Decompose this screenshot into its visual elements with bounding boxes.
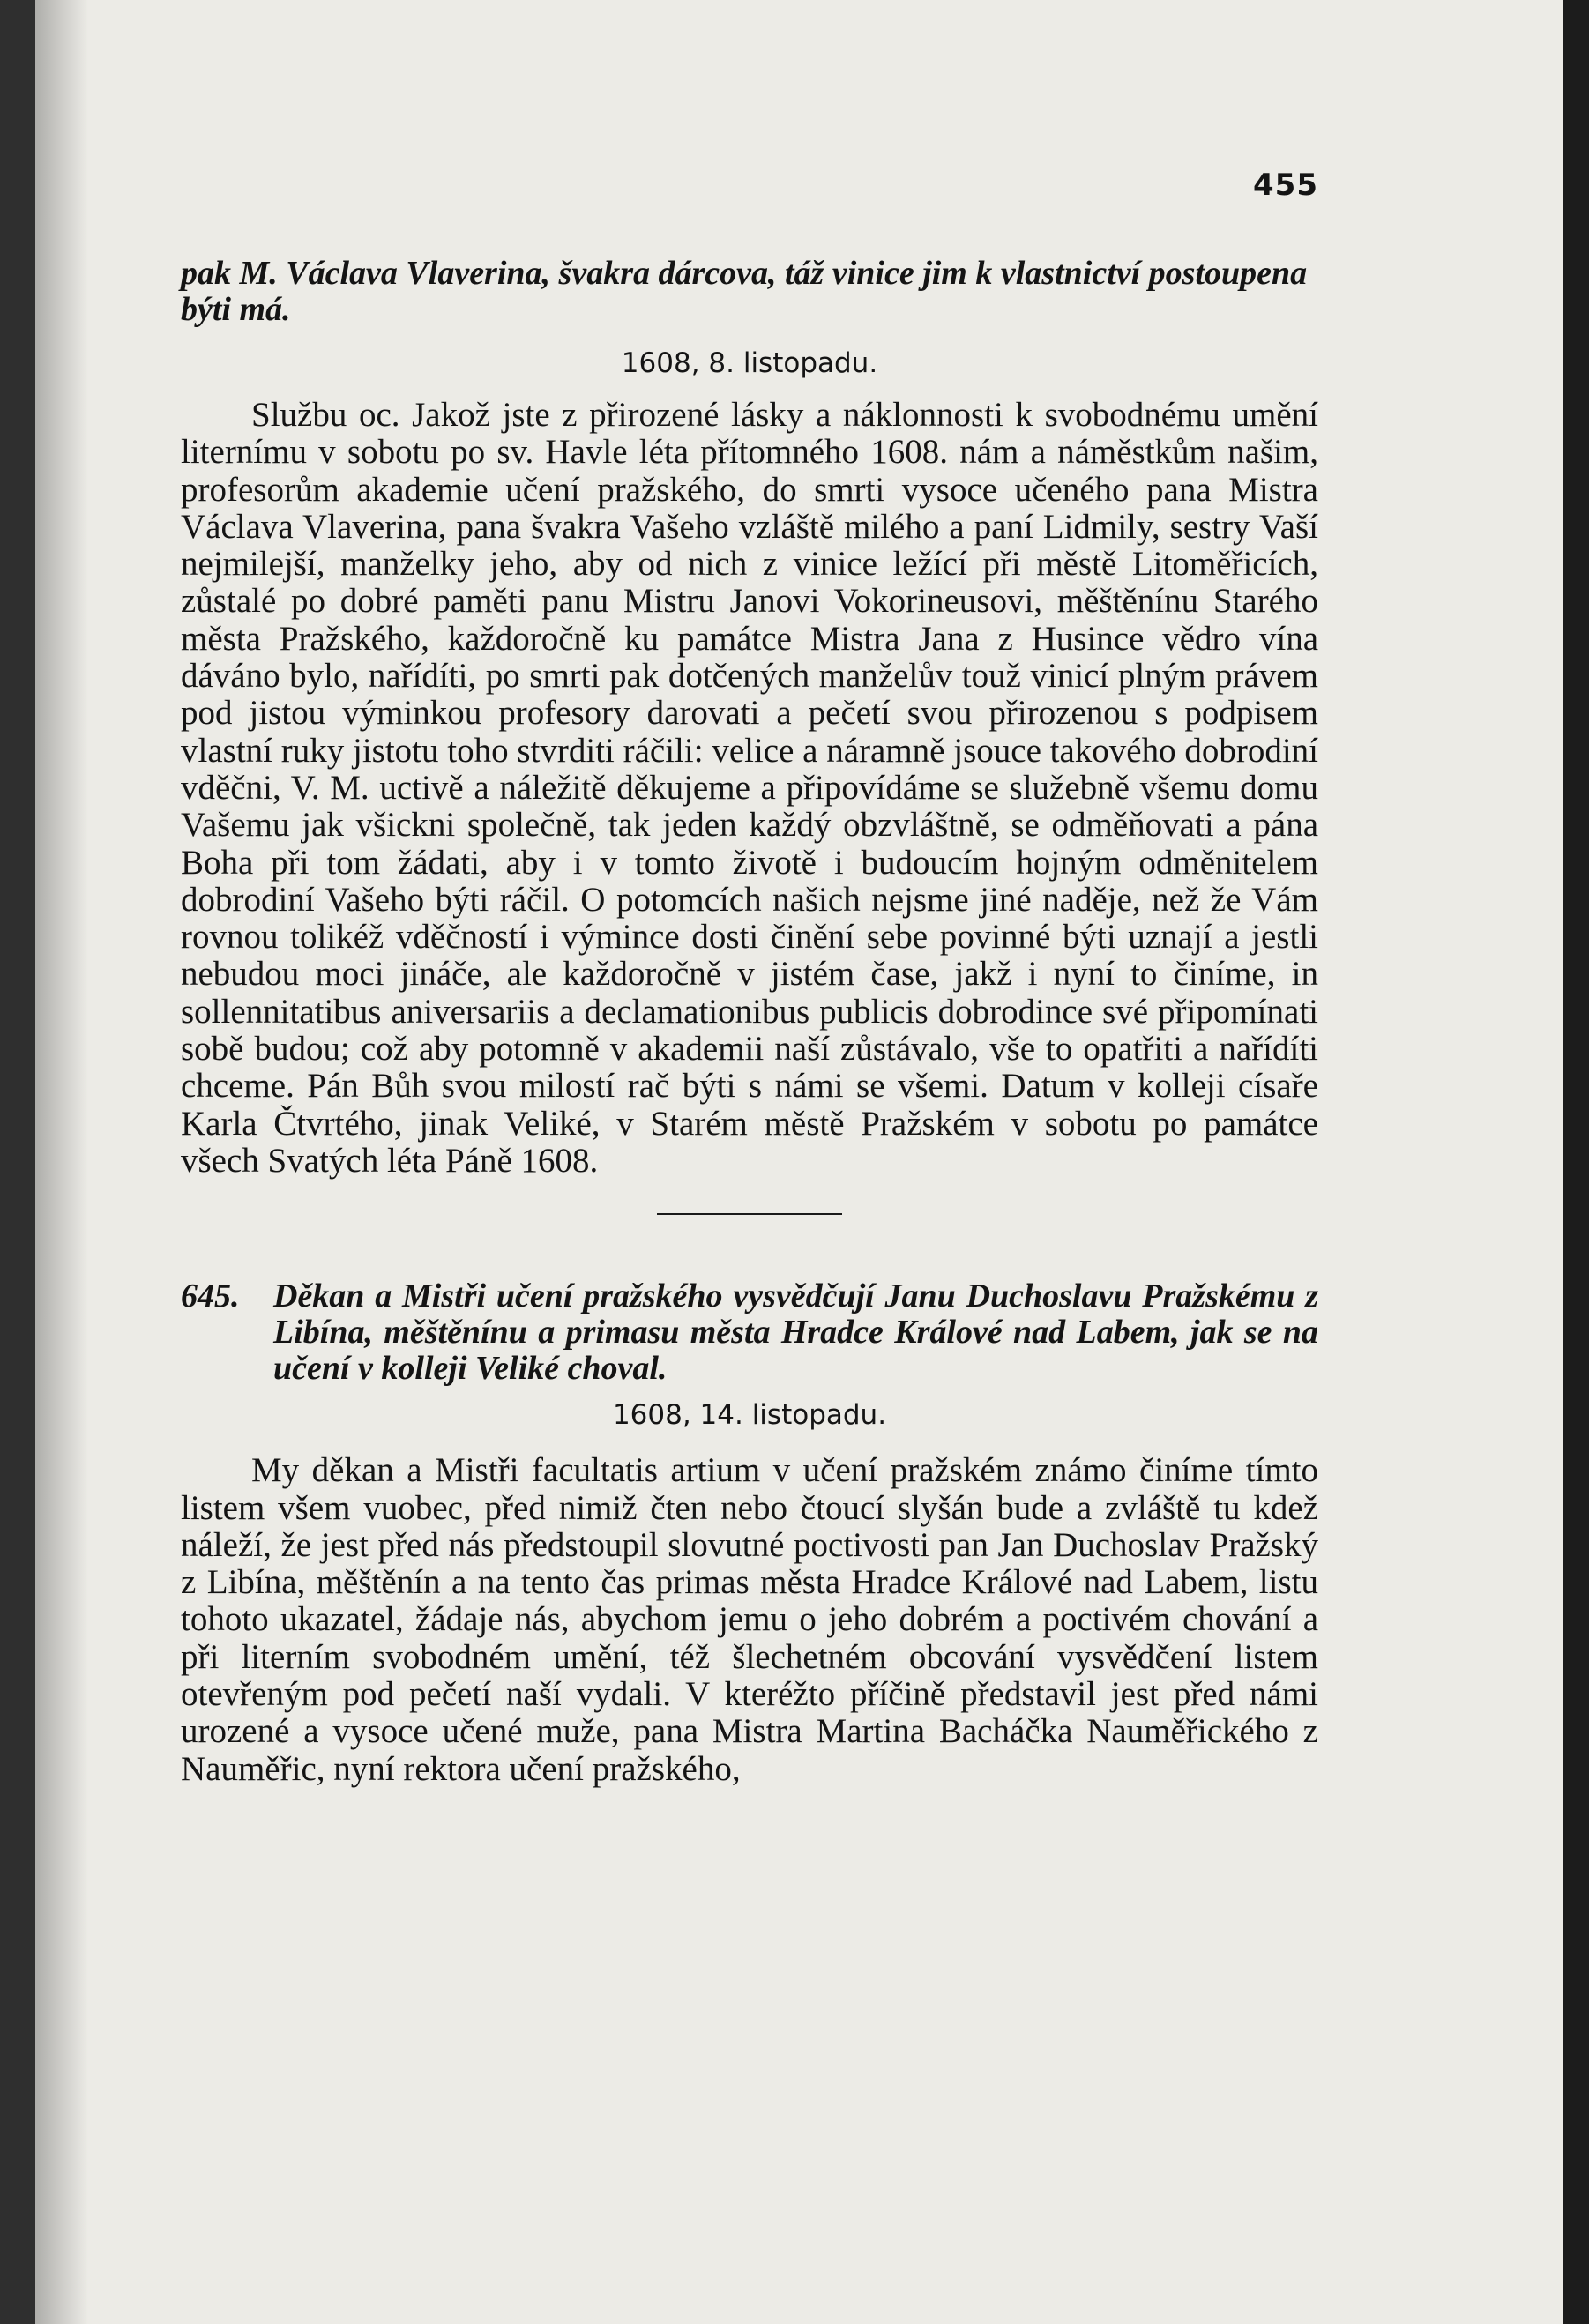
section-divider xyxy=(657,1213,842,1215)
text-column xyxy=(181,256,1318,1788)
document-645-title xyxy=(181,1278,1318,1387)
document-645-body: My děkan a Mistři facultatis artium v učení pražském známo činíme tímto listem všem vuobec, před nimiž čten nebo čtoucí slyšán bude a zvláště tu kdež náleží, že jest před nás předstoupil slovutné poctivosti pan Jan Duchoslav Pražský z Libína, měštěnín a na tento čas primas města Hradce Králové nad Labem, listu tohoto ukazatel, žádaje nás, abychom jemu o jeho dobrém a poctivém chování a při literním svobodném umění, též šlechetném obcování vysvědčení listem otevřeným pod pečetí naší vydali. V kteréžto příčině představil jest před námi urozené a vysoce učené muže, pana Mistra Martina Bacháčka Nauměřického z Nauměřic, nyní rektora učení pražského, xyxy=(181,1451,1318,1788)
document-644-date: 1608, 8. listopadu. xyxy=(621,347,878,379)
document-644-body: Službu oc. Jakož jste z přirozené lásky a náklonnosti k svobodnému umění liternímu v sobotu po sv. Havle léta přítomného 1608. nám a náměstkům našim, profesorům akademie učení pražského, do smrti vysoce učeného pana Mistra Václava Vlaverina, pana švakra Vašeho vzláště milého a paní Lidmily, sestry Vaší nejmilejší, manželky jeho, aby od nich z vinice ležící při městě Litoměřicích, zůstalé po dobré paměti panu Mistru Janovi Vokorineusovi, měštěnínu Starého města Pražského, každoročně ku památce Mistra Jana z Husince vědro vína dáváno bylo, nařídíti, po smrti pak dotčených manželův touž vinicí plným právem pod jistou výminkou profesory darovati a pečetí svou přirozenou s podpisem vlastní ruky jistotu toho stvrditi ráčili: velice a náramně jsouce takového dobrodiní vděčni, V. M. uctivě a náležitě děkujeme a připovídáme se služebně všemu domu Vašemu jak všickni společně, tak jeden každý obzvláštně, se odměňovati a pána Boha při tom žádati, aby i v tomto životě i budoucím hojným odměnitelem dobrodiní Vašeho býti ráčil. O potomcích našich nejsme jiné naděje, než že Vám rovnou tolikéž vděčností i výmince dosti činění sebe povinné býti uznají a jestli nebudou moci jináče, ale každoročně v jistém čase, jakž i nyní to činíme, in sollennitatibus aniversariis a declamationibus publicis dobrodince své připomínati sobě budou; což aby potomně v akademii naší zůstávalo, vše to opatřiti a nařídíti chceme. Pán Bůh svou milostí rač býti s námi se všemi. Datum v kolleji císaře Karla Čtvrtého, jinak Veliké, v Starém městě Pražském v sobotu po památce všech Svatých léta Páně 1608. xyxy=(181,396,1318,1180)
document-645-date: 1608, 14. listopadu. xyxy=(612,1399,887,1432)
document-645-number: 645. xyxy=(181,1277,240,1315)
document-644-heading-continuation: pak M. Václava Vlaverina, švakra dárcova, táž vinice jim k vlastnictví postoupena býti má. xyxy=(181,255,1308,328)
page-number: 455 xyxy=(1253,168,1318,203)
document-645-heading: Děkan a Mistři učení pražského vysvědčují Janu Duchoslavu Pražskému z Libína, měštěnínu a primasu města Hradce Králové nad Labem, jak se na učení v kolleji Veliké choval. xyxy=(273,1277,1318,1388)
